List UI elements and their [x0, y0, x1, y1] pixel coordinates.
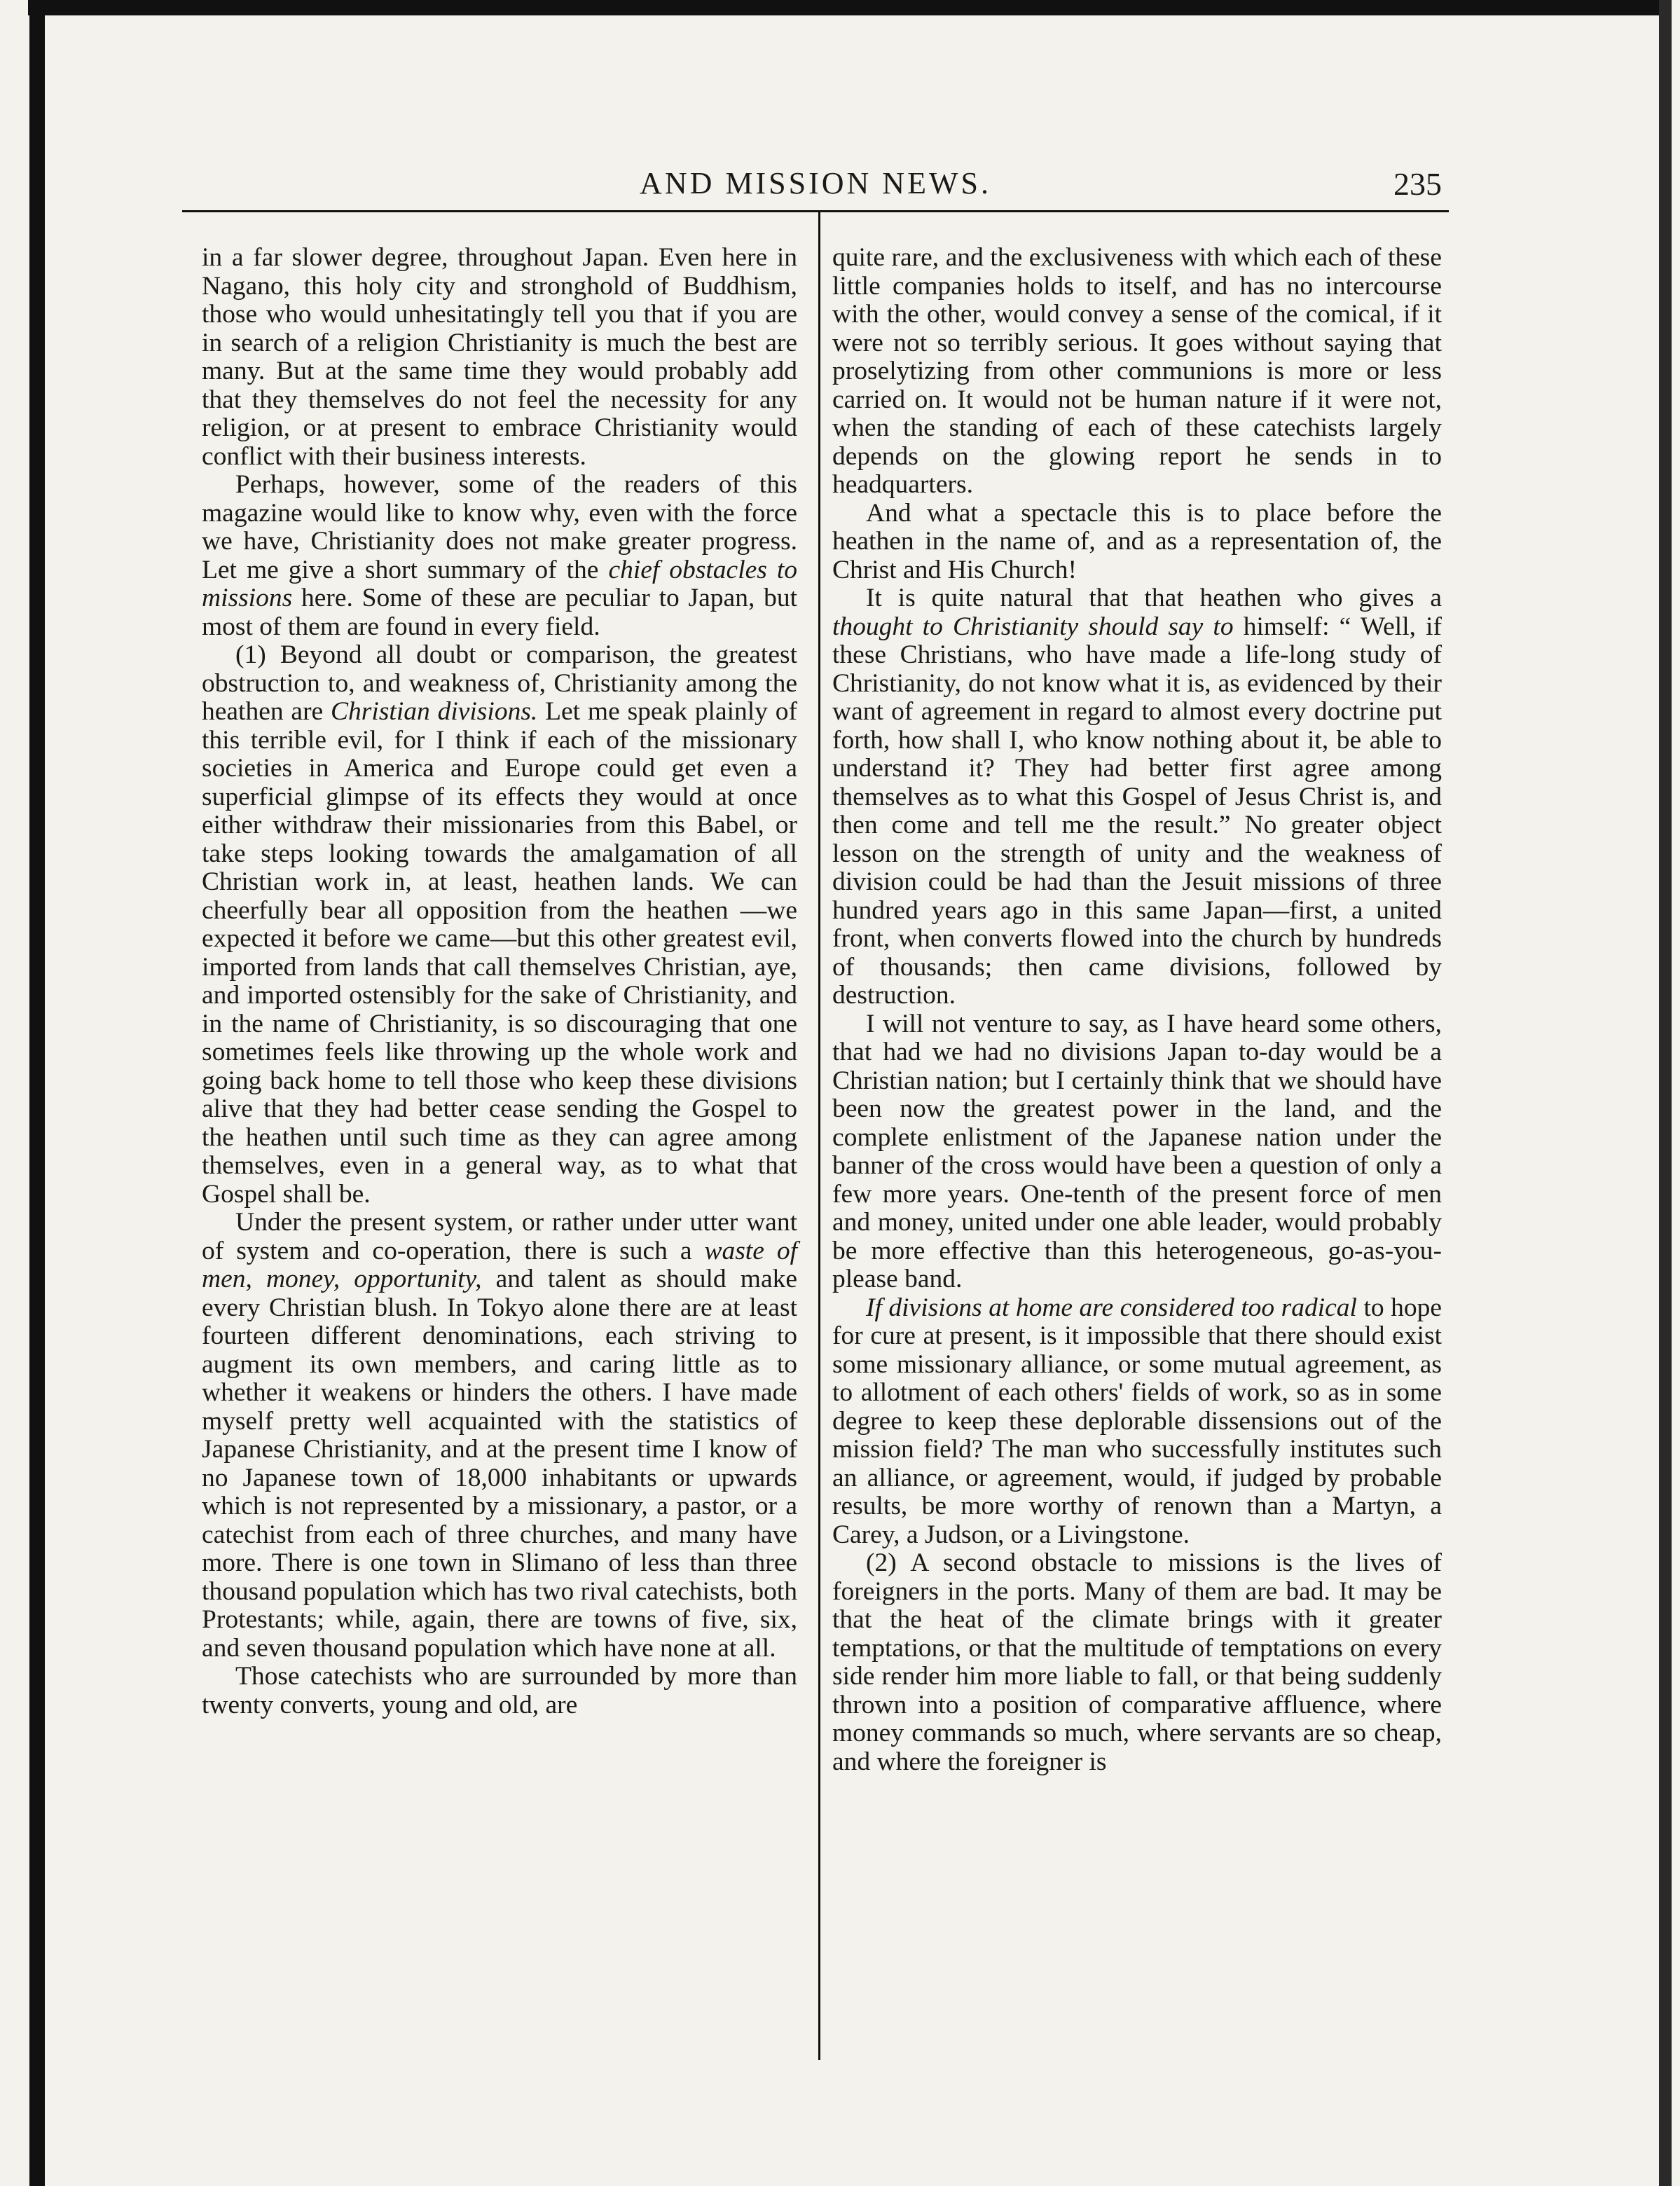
- paragraph: Perhaps, however, some of the readers of this magazine would like to know why, even with the force we have, Christianity does not make greater progress. Let me give a short summary of the chief obstacles to missions here. Some of these are peculiar to Japan, but most of them are found in every field.: [202, 470, 798, 641]
- paragraph: It is quite natural that that heathen who gives a thought to Christianity should say to himself: “ Well, if these Christians, who have made a life-long study of Christianity, do not know what it is, as evidenced by their want of agreement in regard to almost every doctrine put forth, how shall I, who know nothing about it, be able to understand it? They had better first agree among themselves as to what this Gospel of Jesus Christ is, and then come and tell me the result.” No greater object lesson on the strength of unity and the weakness of division could be had than the Jesuit missions of three hundred years ago in this same Japan—first, a united front, when converts flowed into the church by hundreds of thousands; then came divisions, followed by destruction.: [832, 584, 1442, 1010]
- running-title: AND MISSION NEWS.: [640, 166, 991, 200]
- paragraph: Under the present system, or rather under utter want of system and co-operation, there is such a waste of men, money, opportunity, and talent as should make every Christian blush. In Tokyo alone there are at least fourteen different denominations, each striving to augment its own members, and caring little as to whether it weakens or hinders the others. I have made myself pretty well acquainted with the statistics of Japanese Christianity, and at the present time I know of no Japanese town of 18,000 inhabitants or upwards which is not represented by a missionary, a pastor, or a catechist from each of three churches, and many have more. There is one town in Slimano of less than three thousand population which has two rival catechists, both Protestants; while, again, there are towns of five, six, and seven thousand population which have none at all.: [202, 1208, 798, 1663]
- paragraph: (1) Beyond all doubt or comparison, the greatest obstruction to, and weakness of, Christianity among the heathen are Christian divisions. Let me speak plainly of this terrible evil, for I think if each of the missionary societies in America and Europe could get even a superficial glimpse of its effects they would at once either withdraw their missionaries from this Babel, or take steps looking towards the amalgamation of all Christian work in, at least, heathen lands. We can cheerfully bear all opposition from the heathen —we expected it before we came—but this other greatest evil, imported from lands that call themselves Christian, aye, and imported ostensibly for the sake of Christianity, and in the name of Christianity, is so discouraging that one sometimes feels like throwing up the whole work and going back home to tell those who keep these divisions alive that they had better cease sending the Gospel to the heathen until such time as they can agree among themselves, even in a general way, as to what that Gospel shall be.: [202, 640, 797, 1209]
- column-divider: [818, 210, 820, 2060]
- left-binding-edge: [29, 0, 45, 2186]
- paragraph: (2) A second obstacle to missions is the lives of foreigners in the ports. Many of them are bad. It may be that the heat of the climate brings with it greater temptations, or that the multitude of temptations on every side render him more liable to fall, or that being suddenly thrown into a position of comparative affluence, where money commands so much, where servants are so cheap, and where the foreigner is: [832, 1548, 1442, 1776]
- paragraph: Those catechists who are surrounded by more than twenty converts, young and old, are: [202, 1662, 797, 1719]
- top-border-rule: [28, 0, 1666, 15]
- paragraph: quite rare, and the exclusiveness with which each of these little companies holds to itself, and has no intercourse with the other, would convey a sense of the comical, if it were not so terribly serious. It goes without saying that proselytizing from other communions is more or less carried on. It would not be human nature if it were not, when the standing of each of these catechists largely depends on the glowing report he sends in to headquarters.: [832, 243, 1442, 499]
- paragraph: in a far slower degree, throughout Japan. Even here in Nagano, this holy city and stronghold of Buddhism, those who would unhesitatingly tell you that if you are in search of a religion Christianity is much the best are many. But at the same time they would probably add that they themselves do not feel the necessity for any religion, or at present to embrace Christianity would conflict with their business interests.: [202, 243, 797, 471]
- paragraph: And what a spectacle this is to place before the heathen in the name of, and as a representation of, the Christ and His Church!: [832, 498, 1442, 584]
- header-rule: [182, 210, 1449, 212]
- running-header: [182, 163, 1449, 212]
- right-page-edge: [1659, 0, 1672, 2186]
- paragraph: If divisions at home are considered too radical to hope for cure at present, is it impossible that there should exist some missionary alliance, or some mutual agreement, as to allotment of each others' fields of work, so as in some degree to keep these deplorable dissensions out of the mission field? The man who successfully institutes such an alliance, or agreement, would, if judged by probable results, be more worthy of renown than a Martyn, a Carey, a Judson, or a Livingstone.: [832, 1293, 1442, 1549]
- right-column: [832, 244, 1442, 1776]
- paragraph: I will not venture to say, as I have heard some others, that had we had no divisions Japan to-day would be a Christian nation; but I certainly think that we should have been now the greatest power in the land, and the complete enlistment of the Japanese nation under the banner of the cross would have been a question of only a few more years. One-tenth of the present force of men and money, united under one able leader, would probably be more effective than this heterogeneous, go-as-you-please band.: [832, 1009, 1442, 1293]
- page-number: 235: [1393, 166, 1442, 202]
- left-column: [202, 244, 797, 1719]
